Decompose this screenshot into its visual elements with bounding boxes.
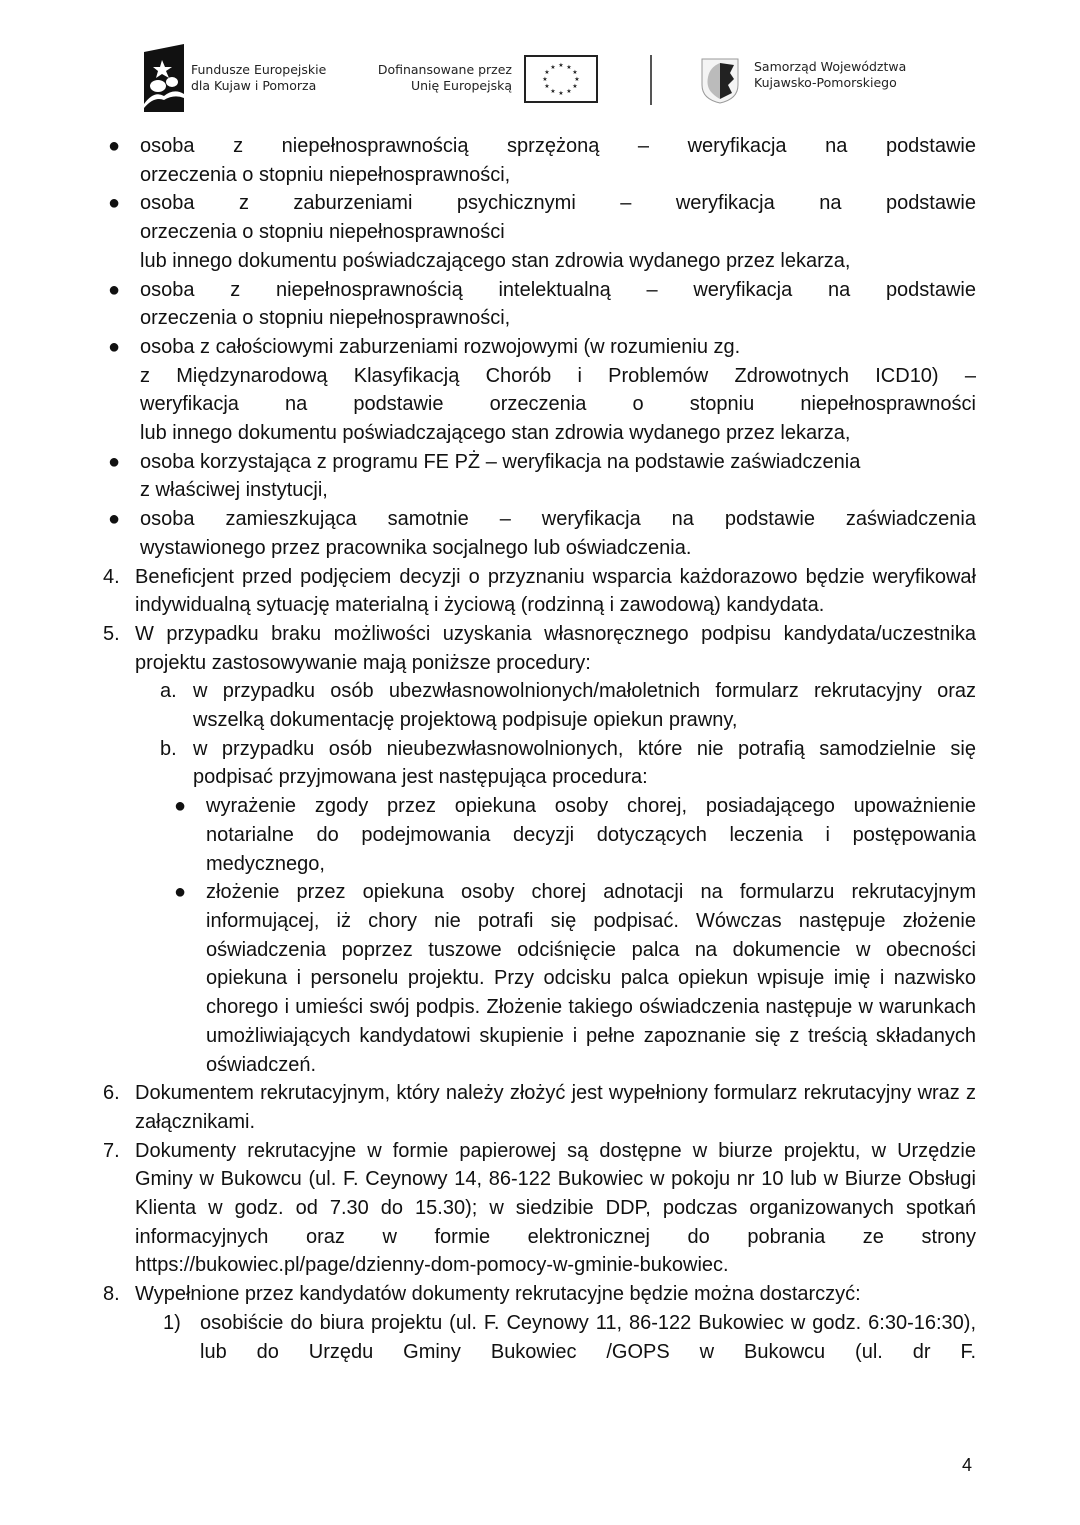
list-item-text: orzeczenia o stopniu niepełnosprawności bbox=[140, 221, 505, 244]
item-text: W przypadku braku możliwości uzyskania własnoręcznego podpisu kandydata/uczestnika projektu zastosowywanie mają poniższe procedury: bbox=[135, 622, 976, 674]
svg-text:★: ★ bbox=[558, 90, 564, 97]
svg-text:★: ★ bbox=[550, 64, 556, 71]
list-item-text: osoba z zaburzeniami psychicznymi – weryfikacja na podstawie bbox=[140, 192, 976, 215]
list-item-text: orzeczenia o stopniu niepełnosprawności, bbox=[140, 307, 511, 330]
fe-star-logo-icon bbox=[144, 44, 184, 112]
bullet-icon: ● bbox=[174, 795, 187, 818]
page-header bbox=[0, 0, 1080, 125]
svg-text:★: ★ bbox=[572, 83, 578, 90]
list-item-text: osoba zamieszkująca samotnie – weryfikacja na podstawie zaświadczenia bbox=[140, 508, 976, 531]
item-number: 4. bbox=[103, 565, 120, 588]
list-item bbox=[0, 276, 1080, 333]
region-logo-line2: Kujawsko-Pomorskiego bbox=[754, 75, 897, 90]
bullet-icon: ● bbox=[174, 881, 187, 904]
item-text: Beneficjent przed podjęciem decyzji o przyznaniu wsparcia każdorazowo będzie weryfikował indywidualną sytuację materialną i życiową (rodzinną i zawodową) kandydata. bbox=[135, 565, 976, 617]
bullet-icon: ● bbox=[108, 335, 121, 358]
list-item-text: osoba korzystająca z programu FE PŻ – weryfikacja na podstawie zaświadczenia bbox=[140, 450, 861, 473]
bullet-icon: ● bbox=[108, 450, 121, 473]
list-item bbox=[0, 505, 1080, 562]
svg-text:★: ★ bbox=[574, 76, 580, 83]
bullet-icon: ● bbox=[108, 192, 121, 215]
lettered-item-a bbox=[0, 677, 1080, 734]
list-item-text: osoba z niepełnosprawnością sprzężoną – weryfikacja na podstawie bbox=[140, 135, 976, 157]
item-letter: b. bbox=[160, 737, 177, 760]
header-divider bbox=[650, 55, 652, 105]
fe-logo-line2: dla Kujaw i Pomorza bbox=[191, 78, 317, 93]
svg-text:★: ★ bbox=[544, 83, 550, 90]
list-item bbox=[0, 132, 1080, 189]
bullet-icon: ● bbox=[108, 278, 121, 301]
document-body bbox=[0, 132, 1080, 1366]
svg-text:★: ★ bbox=[542, 76, 548, 83]
list-item-text: osoba z niepełnosprawnością intelektualną – weryfikacja na podstawie bbox=[140, 278, 976, 301]
fe-logo-text bbox=[191, 62, 326, 94]
list-item-text: orzeczenia o stopniu niepełnosprawności, bbox=[140, 163, 511, 186]
bullet-icon: ● bbox=[108, 135, 121, 157]
list-item bbox=[0, 333, 1080, 448]
list-item bbox=[0, 448, 1080, 505]
item-text: w przypadku osób nieubezwłasnowolnionych, które nie potrafią samodzielnie się podpisać przyjmowana jest następująca procedura: bbox=[193, 737, 976, 789]
item-text: Dokumenty rekrutacyjne w formie papierowej są dostępne w biurze projektu, w Urzędzie Gminy w Bukowcu (ul. F. Ceynowy 14, 86-122 Bukowiec w pokoju nr 10 lub w Biurze Obsługi Klienta w godz. od 7.30 do 15.30); w siedzibie DDP, podczas organizowanych spotkań informacyjnych oraz w formie elektronicznej do pobrania ze strony https://bukowiec.pl/page/dzienny-dom-pomocy-w-gminie-bukowiec. bbox=[135, 1139, 976, 1277]
region-logo-text bbox=[754, 59, 906, 91]
list-item-text: lub innego dokumentu poświadczającego stan zdrowia wydanego przez lekarza, bbox=[140, 249, 851, 272]
list-item bbox=[0, 792, 1080, 878]
eu-logo-text bbox=[362, 62, 512, 94]
bullet-icon: ● bbox=[108, 508, 121, 531]
svg-text:★: ★ bbox=[544, 69, 550, 76]
list-item-text: wystawionego przez pracownika socjalnego lub oświadczenia. bbox=[140, 536, 692, 559]
item-number: 7. bbox=[103, 1139, 120, 1162]
svg-text:★: ★ bbox=[550, 88, 556, 95]
eu-logo-line1: Dofinansowane przez bbox=[377, 62, 512, 77]
list-item-text: lub innego dokumentu poświadczającego stan zdrowia wydanego przez lekarza, bbox=[140, 422, 851, 445]
item-number: 6. bbox=[103, 1082, 120, 1105]
item-text: Wypełnione przez kandydatów dokumenty rekrutacyjne będzie można dostarczyć: bbox=[135, 1283, 861, 1306]
item-number: 8. bbox=[103, 1283, 120, 1306]
list-item-text: z właściwej instytucji, bbox=[140, 479, 328, 502]
region-logo-line1: Samorząd Województwa bbox=[754, 59, 907, 74]
list-item-text: wyrażenie zgody przez opiekuna osoby chorej, posiadającego upoważnienie notarialne do podejmowania decyzji dotyczących leczenia i postępowania medycznego, bbox=[206, 795, 976, 875]
lettered-item-b bbox=[0, 735, 1080, 792]
item-text: Dokumentem rekrutacyjnym, który należy złożyć jest wypełniony formularz rekrutacyjny wraz z załącznikami. bbox=[135, 1082, 976, 1133]
list-item bbox=[0, 878, 1080, 1079]
coat-of-arms-icon bbox=[700, 55, 740, 105]
item-text: osobiście do biura projektu (ul. F. Ceynowy 11, 86-122 Bukowiec w godz. 6:30-16:30), lub do Urzędu Gminy Bukowiec /GOPS w Bukowcu (ul. dr F. bbox=[200, 1311, 976, 1363]
list-item-text: weryfikacja na podstawie orzeczenia o stopniu niepełnosprawności bbox=[140, 393, 976, 416]
list-item-text: z Międzynarodową Klasyfikacją Chorób i Problemów Zdrowotnych ICD10) – bbox=[140, 364, 976, 387]
item-number: 5. bbox=[103, 622, 120, 645]
numbered-item-5 bbox=[0, 620, 1080, 677]
item-text: w przypadku osób ubezwłasnowolnionych/małoletnich formularz rekrutacyjny oraz wszelką dokumentację projektową podpisuje opiekun prawny, bbox=[193, 680, 976, 732]
fe-logo-line1: Fundusze Europejskie bbox=[191, 62, 327, 77]
eu-logo-line2: Unię Europejską bbox=[410, 78, 512, 93]
numbered-item-8 bbox=[0, 1280, 1080, 1309]
numbered-item-7 bbox=[0, 1137, 1080, 1281]
numbered-subitem-1 bbox=[0, 1309, 1080, 1366]
svg-text:★: ★ bbox=[566, 64, 572, 71]
list-item-text: osoba z całościowymi zaburzeniami rozwojowymi (w rozumieniu zg. bbox=[140, 335, 741, 358]
svg-text:★: ★ bbox=[566, 88, 572, 95]
page-number: 4 bbox=[962, 1455, 973, 1475]
eu-flag-icon bbox=[524, 55, 598, 103]
list-item-text: złożenie przez opiekuna osoby chorej adnotacji na formularzu rekrutacyjnym informującej, iż chory nie potrafi się podpisać. Wówczas następuje złożenie oświadczenia poprzez tuszowe odciśnięcie palca na dokumencie w obecności opiekuna i personelu projektu. Przy odcisku palca opiekun wpisuje imię i nazwisko chorego i umieści swój podpis. Złożenie takiego oświadczenia następuje w warunkach umożliwiających kandydatowi skupienie i pełne zapoznanie się z treścią składanych oświadczeń. bbox=[206, 881, 976, 1076]
item-number: 1) bbox=[163, 1311, 181, 1334]
numbered-item-6 bbox=[0, 1079, 1080, 1136]
numbered-item-4 bbox=[0, 563, 1080, 620]
list-item bbox=[0, 189, 1080, 275]
item-letter: a. bbox=[160, 680, 177, 703]
svg-text:★: ★ bbox=[572, 69, 578, 76]
svg-text:★: ★ bbox=[558, 62, 564, 69]
